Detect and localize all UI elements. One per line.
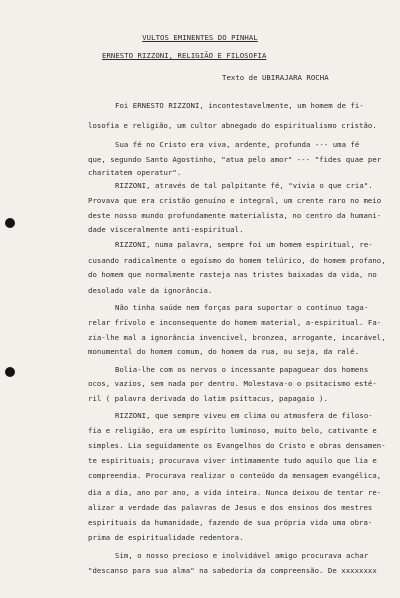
text-line: RIZZONI, numa palavra, sempre foi um homem espiritual, re- [115, 240, 373, 249]
text-line: te espirituais; procurava viver intimamente tudo aquilo que lia e [88, 456, 377, 465]
binder-hole-bottom [5, 367, 15, 377]
text-line: espirituais da humanidade, fazendo de sua própria vida uma obra- [88, 518, 373, 527]
text-line: deste nosso mundo profundamente materialista, no centro da humani- [88, 211, 382, 220]
text-line: "descanso para sua alma" na sabedoria da compreensão. De xxxxxxxx [88, 566, 377, 575]
author-line: Texto de UBIRAJARA ROCHA [222, 73, 329, 82]
text-line: alizar a verdade das palavras de Jesus e dos ensinos dos mestres [88, 503, 373, 512]
text-line: monumental do homem comum, do homem da rua, ou seja, da ralé. [88, 347, 360, 356]
text-line: charitatem operatur". [88, 168, 182, 177]
binder-hole-top [5, 218, 15, 228]
document-heading: VULTOS EMINENTES DO PINHAL [142, 33, 258, 42]
text-line: do homem que normalmente rasteja nas tristes baixadas da vida, no [88, 270, 377, 279]
text-line: dade visceralmente anti-espiritual. [88, 225, 244, 234]
document-subheading: ERNESTO RIZZONI, RELIGIÃO E FILOSOFIA [102, 51, 267, 60]
text-line: Foi ERNESTO RIZZONI, incontestavelmente, um homem de fi- [115, 101, 364, 110]
text-line: prima de espiritualidade redentora. [88, 533, 244, 542]
text-line: ocos, vazios, sem nada por dentro. Molestava-o o psitacismo esté- [88, 379, 377, 388]
text-line: desolado vale da ignorância. [88, 286, 213, 295]
text-line: zia-lhe mal a ignorância invencível, bronzea, arrogante, incarável, [88, 333, 386, 342]
text-line: fia e religião, era um espírito luminoso, muito belo, cativante e [88, 426, 377, 435]
text-line: RIZZONI, que sempre viveu em clima ou atmosfera de filoso- [115, 411, 373, 420]
text-line: Sua fé no Cristo era viva, ardente, profunda --- uma fé [115, 140, 360, 149]
text-line: Bolia-lhe com os nervos o incessante papaguear dos homens [115, 365, 369, 374]
text-line: Provava que era cristão genuíno e integral, um crente raro no meio [88, 196, 382, 205]
text-line: que, segundo Santo Agostinho, "atua pelo amor" --- "fides quae per [88, 155, 382, 164]
text-line: losofia e religião, um cultor abnegado do espiritualismo cristão. [88, 121, 377, 130]
text-line: Sim, o nosso precioso e inolvidável amigo procurava achar [115, 551, 369, 560]
text-line: ril ( palavra derivada do latim psittacus, papagaio ). [88, 394, 328, 403]
text-line: Não tinha saúde nem forças para suportar o contínuo taga- [115, 303, 369, 312]
text-line: simples. Lia seguidamente os Evangelhos do Cristo e obras densamen- [88, 441, 386, 450]
text-line: cusando radicalmente o egoísmo do homem telúrico, do homem profano, [88, 256, 386, 265]
text-line: compreendia. Procurava realizar o conteúdo da mensagem evangélica, [88, 471, 382, 480]
text-line: dia a dia, ano por ano, a vida inteira. Nunca deixou de tentar re- [88, 488, 382, 497]
text-line: RIZZONI, através de tal palpitante fé, "vivia o que cria". [115, 181, 373, 190]
text-line: relar frívolo e inconsequente do homem material, a-espiritual. Fa- [88, 318, 382, 327]
